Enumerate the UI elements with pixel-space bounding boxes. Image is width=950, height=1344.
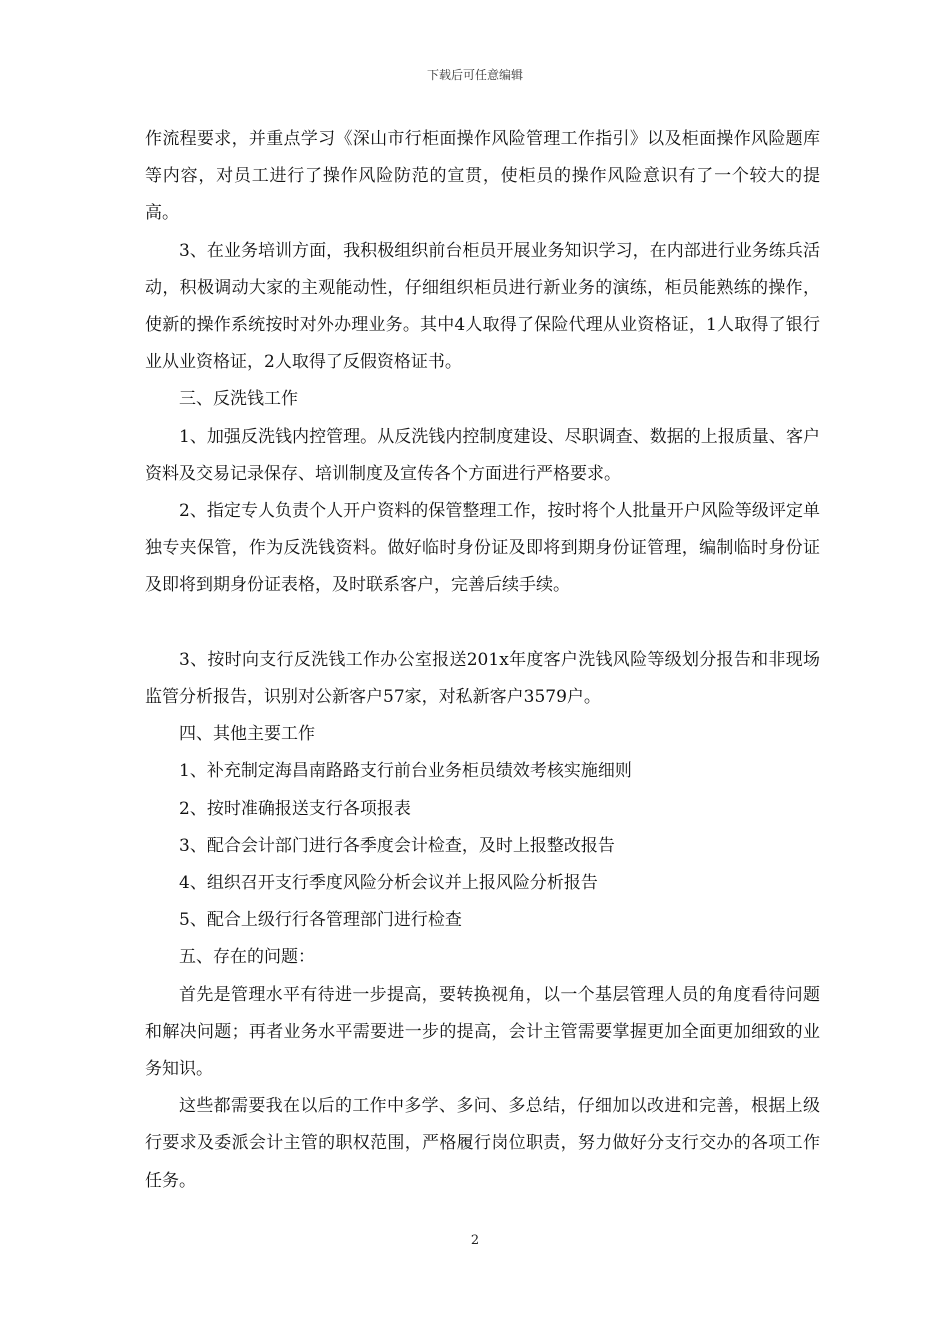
list-item-other-work-3: 3、配合会计部门进行各季度会计检查，及时上报整改报告 xyxy=(179,835,615,856)
section-heading-other-work: 四、其他主要工作 xyxy=(179,724,315,745)
paragraph-aml-internal-control: 1、加强反洗钱内控管理。从反洗钱内控制度建设、尽职调查、数据的上报质量、客户资料及交易记录保存、培训制度及宣传各个方面进行严格要求。 xyxy=(145,426,820,484)
paragraph-improvement-plan: 这些都需要我在以后的工作中多学、多问、多总结，仔细加以改进和完善，根据上级行要求及委派会计主管的职权范围，严格履行岗位职责，努力做好分支行交办的各项工作任务。 xyxy=(145,1096,820,1191)
blank-line xyxy=(145,605,820,642)
list-item-other-work-4: 4、组织召开支行季度风险分析会议并上报风险分析报告 xyxy=(179,873,598,894)
section-heading-anti-money-laundering: 三、反洗钱工作 xyxy=(179,389,298,410)
paragraph-aml-reporting: 3、按时向支行反洗钱工作办公室报送201x年度客户洗钱风险等级划分报告和非现场监管分析报告，识别对公新客户57家，对私新客户3579户。 xyxy=(145,649,820,708)
paragraph-continuation: 作流程要求，并重点学习《深山市行柜面操作风险管理工作指引》以及柜面操作风险题库等内容，对员工进行了操作风险防范的宣贯，使柜员的操作风险意识有了一个较大的提高。 xyxy=(145,129,820,224)
list-item-other-work-5: 5、配合上级行行各管理部门进行检查 xyxy=(179,910,462,931)
page-number: 2 xyxy=(470,1233,480,1248)
paragraph-aml-account-records: 2、指定专人负责个人开户资料的保管整理工作，按时将个人批量开户风险等级评定单独专夹保管，作为反洗钱资料。做好临时身份证及即将到期身份证管理，编制临时身份证及即将到期身份证表格，及时联系客户，完善后续手续。 xyxy=(145,501,820,596)
list-item-other-work-1: 1、补充制定海昌南路路支行前台业务柜员绩效考核实施细则 xyxy=(179,761,632,782)
section-heading-existing-problems: 五、存在的问题： xyxy=(179,947,315,968)
paragraph-business-training: 3、在业务培训方面，我积极组织前台柜员开展业务知识学习，在内部进行业务练兵活动，积极调动大家的主观能动性，仔细组织柜员进行新业务的演练，柜员能熟练的操作，使新的操作系统按时对外办理业务。其中4人取得了保险代理从业资格证，1人取得了银行业从业资格证，2人取得了反假资格证书。 xyxy=(145,240,820,373)
document-body xyxy=(145,121,820,1200)
page-header: 下载后可任意编辑 xyxy=(426,68,523,82)
paragraph-problems-management: 首先是管理水平有待进一步提高，要转换视角，以一个基层管理人员的角度看待问题和解决问题；再者业务水平需要进一步的提高，会计主管需要掌握更加全面更加细致的业务知识。 xyxy=(145,984,820,1080)
list-item-other-work-2: 2、按时准确报送支行各项报表 xyxy=(179,798,411,819)
